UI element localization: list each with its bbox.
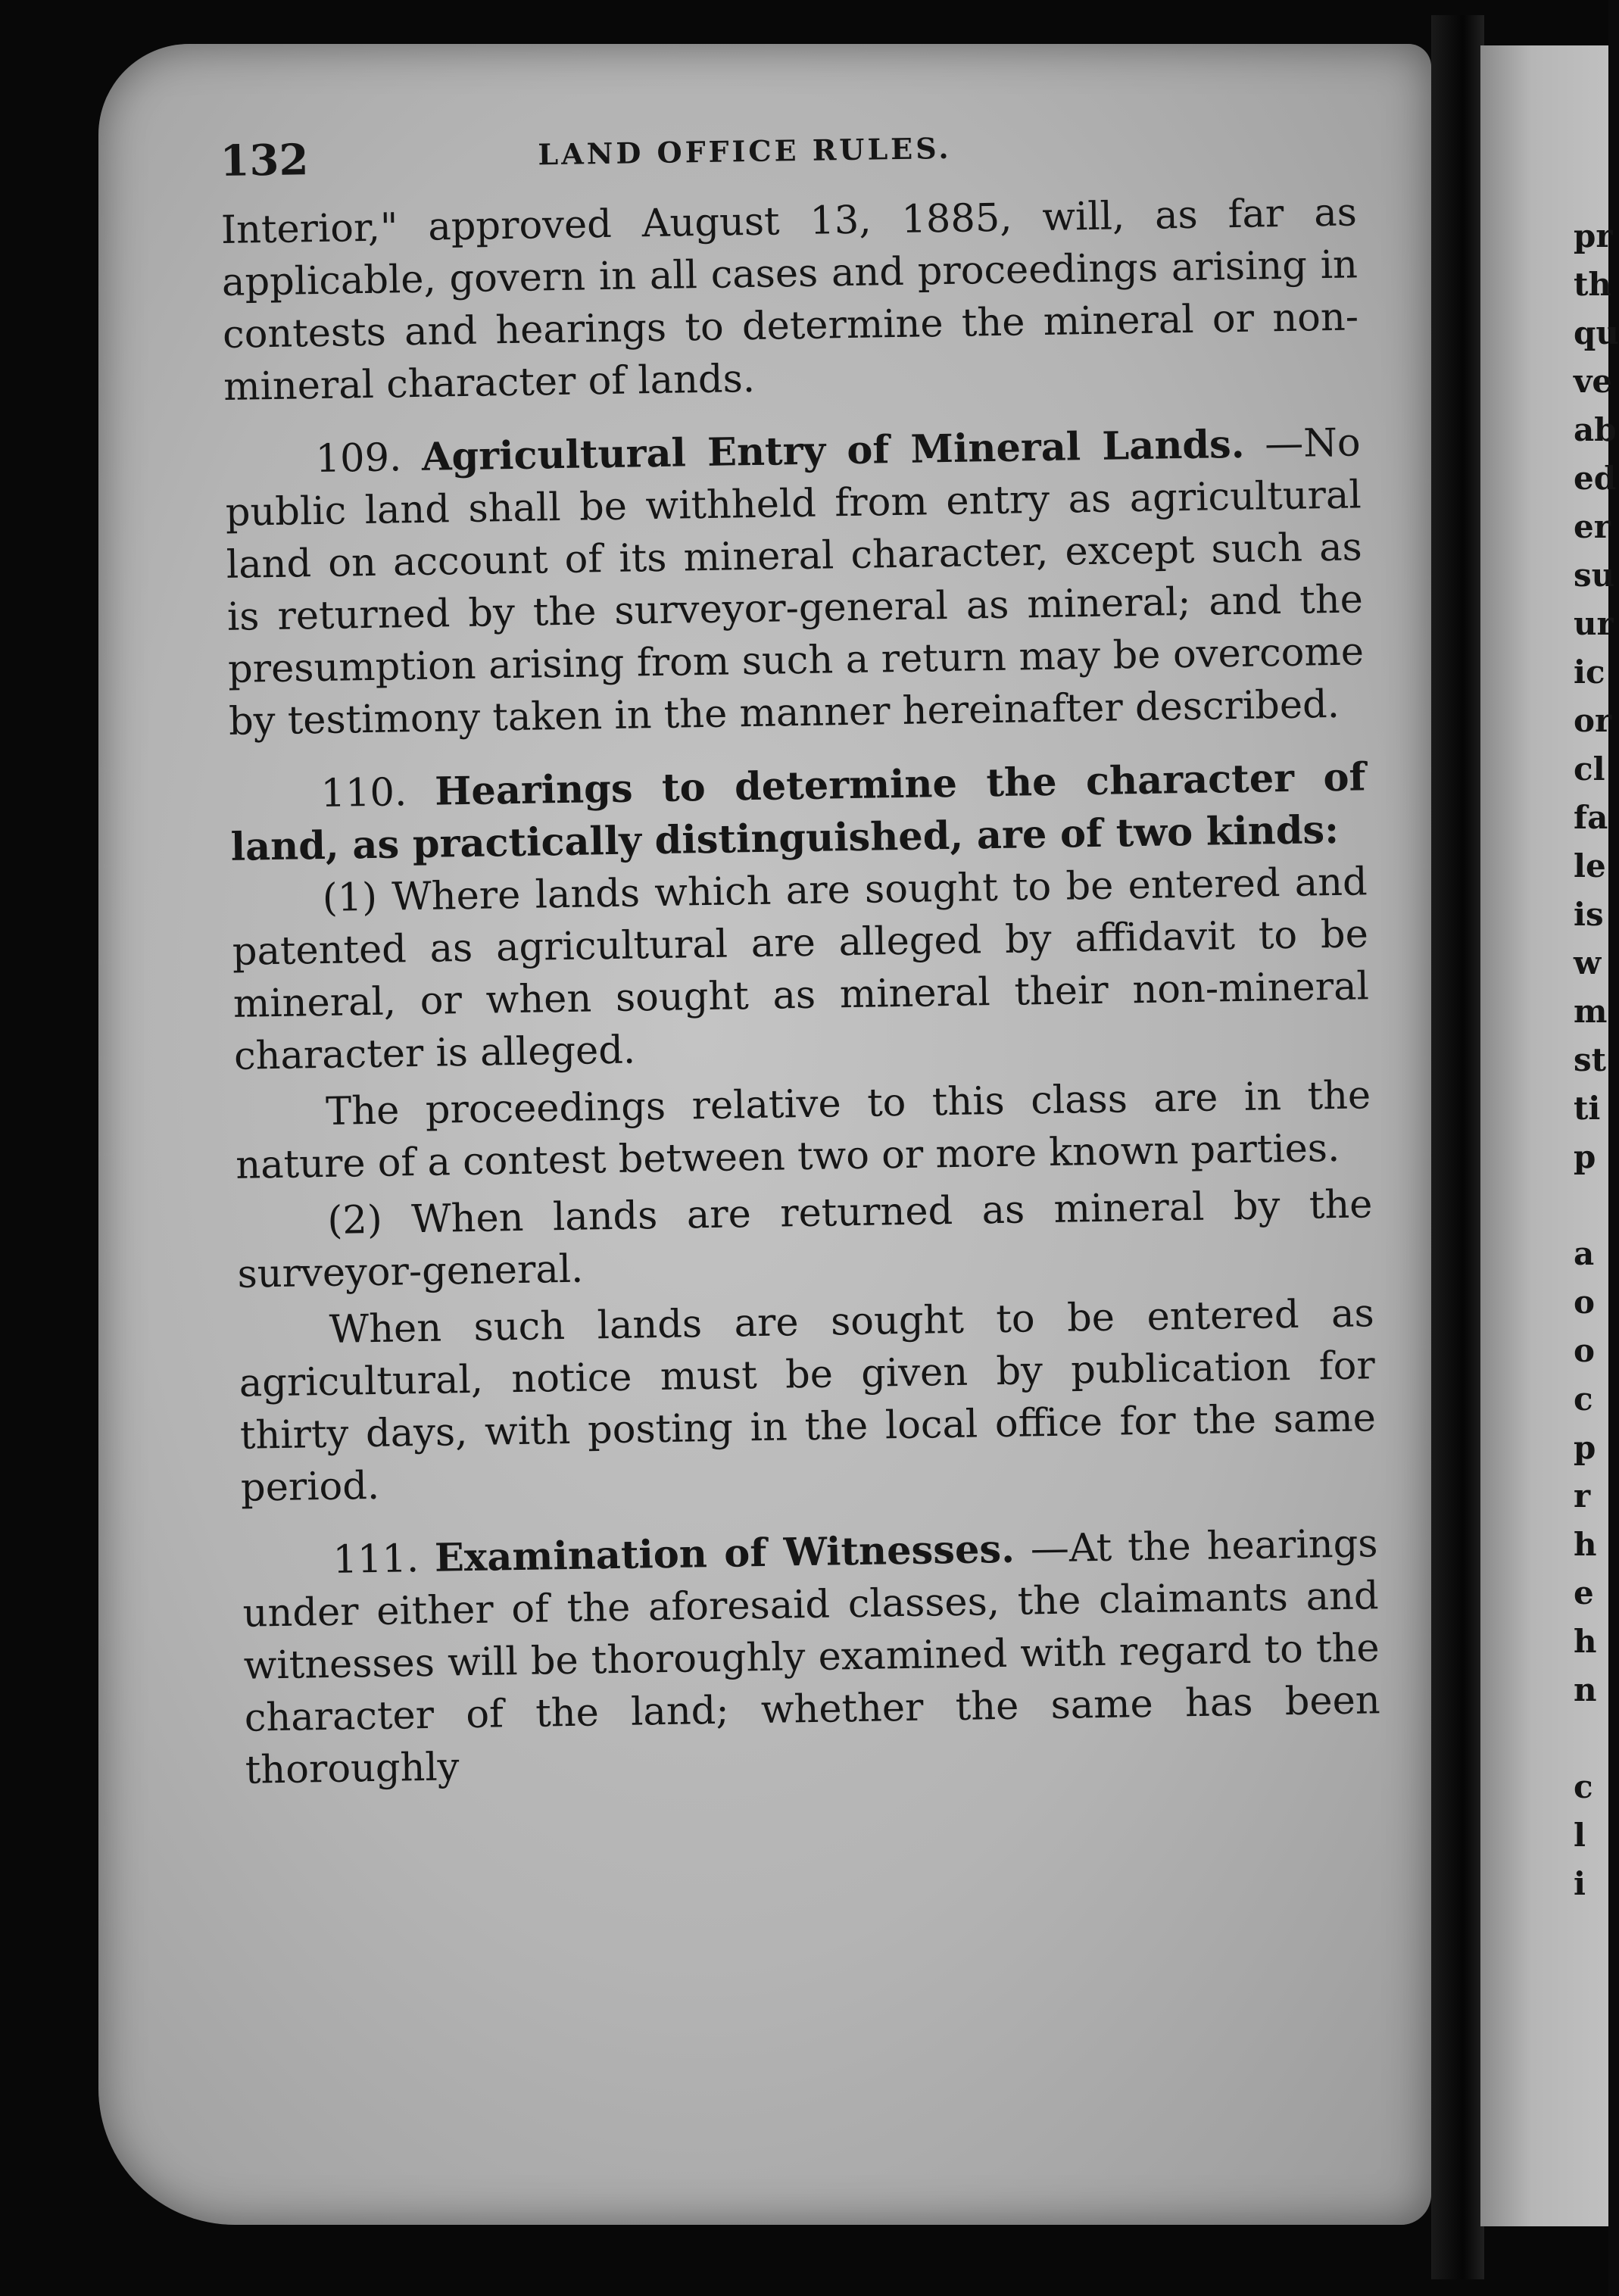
- right-page-fragment: [1574, 1181, 1608, 1230]
- continuation-paragraph: Interior," approved August 13, 1885, will, as far as applicable, govern in all cases and proceedings arising in contests and hearings to determine the mineral or non-mineral character of lands.: [220, 190, 1359, 410]
- right-page-fragment: fa: [1574, 799, 1608, 836]
- right-page-fragment: ab: [1574, 411, 1617, 448]
- right-page-fragment: er: [1574, 508, 1611, 545]
- right-page-fragment: cl: [1574, 750, 1605, 788]
- right-page-fragment: c: [1574, 1768, 1593, 1805]
- right-page-fragment: m: [1574, 993, 1608, 1030]
- right-page-fragment: w: [1574, 944, 1602, 981]
- right-page-fragment: a: [1574, 1235, 1595, 1272]
- right-page-fragment: th: [1574, 266, 1611, 303]
- section-110: [229, 751, 1367, 874]
- right-page-fragment: ti: [1574, 1090, 1601, 1127]
- right-page-fragment: qu: [1574, 314, 1619, 351]
- right-page-fragment: or: [1574, 702, 1612, 739]
- right-page-fragment: su: [1574, 557, 1615, 594]
- section-110-item-1: [231, 856, 1370, 1083]
- section-number: 109.: [315, 435, 402, 482]
- right-page-fragment: n: [1574, 1671, 1597, 1708]
- page-title: LAND OFFICE RULES.: [538, 130, 952, 172]
- right-page-fragment: h: [1574, 1526, 1597, 1563]
- item-marker: (1): [322, 875, 378, 921]
- right-page-fragment: ur: [1574, 605, 1614, 642]
- section-109: [224, 416, 1365, 748]
- right-page-fragment: e: [1574, 1574, 1594, 1611]
- right-page-fragment: pr: [1574, 217, 1613, 254]
- section-text: —No public land shall be withheld from entry as agricultural land on account of its mineral character, except such as is returned by the surveyor-general as mineral; and the presumption arising from such a return may be overcome by testimony taken in the manner hereinafter described.: [225, 420, 1365, 744]
- right-page-fragment: l: [1574, 1817, 1586, 1854]
- right-page-fragment: o: [1574, 1332, 1596, 1369]
- section-110-item-2: [236, 1178, 1374, 1301]
- right-page-fragment: p: [1574, 1138, 1596, 1175]
- right-page-fragment: p: [1574, 1429, 1596, 1466]
- section-110-paragraph-2: The proceedings relative to this class are in the nature of a contest between two or more known parties.: [235, 1073, 1371, 1188]
- right-page-fragment: i: [1574, 1865, 1586, 1902]
- section-111: [242, 1518, 1381, 1797]
- right-page-fragment: c: [1574, 1380, 1593, 1418]
- section-heading: Examination of Witnesses.: [434, 1526, 1015, 1581]
- right-page-fragment: is: [1574, 896, 1604, 933]
- right-page-fragment: [1574, 1714, 1608, 1763]
- book-gutter: [1431, 15, 1484, 2279]
- item-text: Where lands which are sought to be entered and patented as agricultural are alleged by affidavit to be mineral, or when sought as mineral their non-mineral character is alleged.: [232, 859, 1370, 1079]
- section-110-paragraph-3: When such lands are sought to be entered as agricultural, notice must be given by publication for thirty days, with posting in the local office for the same period.: [239, 1291, 1377, 1511]
- section-heading: Agricultural Entry of Mineral Lands.: [421, 421, 1245, 480]
- section-number: 111.: [332, 1536, 420, 1583]
- right-page-fragment: r: [1574, 1477, 1591, 1515]
- right-page-fragment: h: [1574, 1623, 1597, 1660]
- right-page-fragment: ve: [1574, 363, 1613, 400]
- item-marker: (2): [327, 1197, 383, 1243]
- text-column: [220, 118, 1381, 1796]
- right-page-fragment: le: [1574, 847, 1606, 884]
- section-heading: Hearings to determine the character of land, as practically distinguished, are of two kinds:: [230, 754, 1366, 870]
- right-page-fragment: st: [1574, 1041, 1607, 1078]
- right-page-fragment: ed: [1574, 460, 1617, 497]
- item-text: When lands are returned as mineral by the surveyor-general.: [237, 1182, 1373, 1297]
- right-page-fragment: o: [1574, 1284, 1596, 1321]
- page-number: 132: [220, 135, 309, 186]
- section-text: —At the hearings under either of the aforesaid classes, the claimants and witnesses will be thoroughly examined with regard to the character of the land; whether the same has been thoroughly: [242, 1521, 1381, 1793]
- right-page-fragment: ic: [1574, 654, 1605, 691]
- section-number: 110.: [320, 770, 407, 817]
- right-page-fragments: [1574, 212, 1619, 1908]
